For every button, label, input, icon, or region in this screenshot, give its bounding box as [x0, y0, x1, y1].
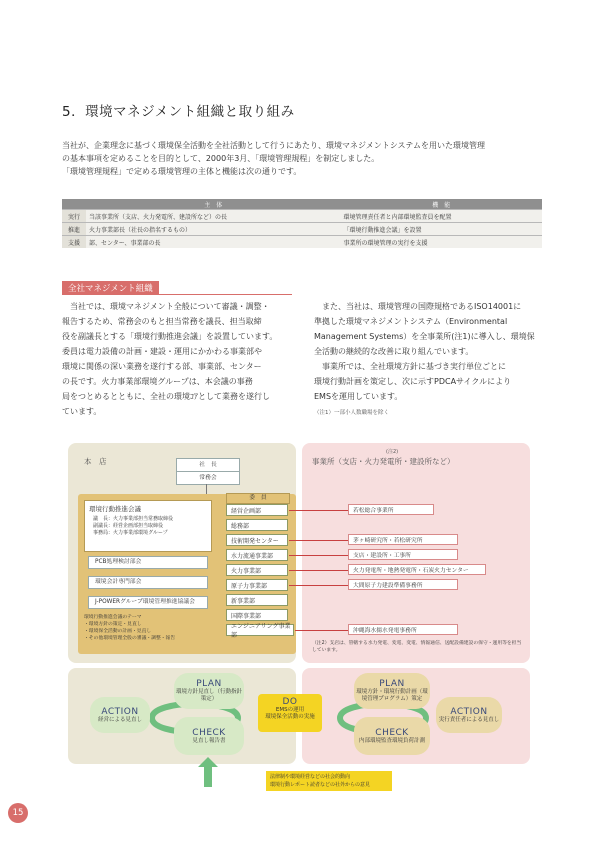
intro-line-3: 「環境管理規程」で定める環境管理の主体と機能は次の通りです。 — [62, 167, 302, 176]
input-arrow-icon — [198, 757, 218, 787]
section-title: 全社マネジメント組織 — [62, 281, 159, 295]
site-okinawa: 沖縄海水揚水発電事務所 — [348, 624, 458, 635]
dept-new-business: 新事業部 — [226, 594, 288, 606]
dept-general: 総務部 — [226, 519, 288, 531]
link-line — [289, 555, 348, 556]
link-line — [289, 510, 348, 511]
site-labs: 茅ヶ崎研究所・若松研究所 — [348, 534, 458, 545]
page-heading: 5．環境マネジメント組織と取り組み — [62, 104, 295, 120]
site-wakamatsu: 若松総合事業所 — [348, 504, 434, 515]
responsibility-table — [62, 199, 542, 248]
dept-international: 国際事業部 — [226, 609, 288, 621]
dept-thermal: 火力事業部 — [226, 564, 288, 576]
link-line — [289, 585, 348, 586]
left-plan: PLAN 環境方針見直し（行動指針策定） — [174, 673, 244, 709]
council-box: 環境行動推進会議 議 長：火力事業部担当常務取締役 副議長：経営企画部担当取締役 事務局：火力事業部環境グループ — [84, 500, 212, 552]
footnote-1: （注1）一部小人数職場を除く — [314, 410, 390, 416]
table-header-function: 機 能 — [341, 199, 543, 210]
intro-line-1: 当社が、企業理念に基づく環境保全活動を全社活動として行うにあたり、環境マネジメントシステムを用いた環境管理 — [62, 141, 485, 150]
left-action: ACTION 経営による見直し — [90, 697, 150, 733]
sites-label: 事業所（支店・火力発電所・建設所など） — [312, 457, 455, 466]
intro-line-2: の基本事項を定めることを目的として、2000年3月、「環境管理規程」を制定しました。 — [62, 154, 380, 163]
site-branches: 支店・建設所・工事所 — [348, 549, 458, 560]
dept-hydro: 水力流通事業部 — [226, 549, 288, 561]
dept-planning: 経営企画部 — [226, 504, 288, 516]
link-line — [289, 540, 348, 541]
do-box: DO EMSの運用 環境保全活動の実施 — [258, 694, 322, 732]
council-title: 環境行動推進会議 — [89, 505, 141, 513]
sub-committee-group: J-POWERグループ環境管理推進協議会 — [88, 596, 208, 609]
members-label: 委 員 — [226, 493, 290, 504]
table-row: 推進 火力事業部長（社長の指名するもの） 「環境行動推進会議」を設置 — [62, 223, 542, 236]
hq-label: 本 店 — [84, 457, 107, 466]
link-line — [295, 630, 348, 631]
council-topics: 環境行動推進会議のテーマ ・環境方針の策定・見直し ・環境保全活動の計画・見直し ・その他環境管理全般の審議・調整・報告 — [84, 615, 176, 641]
right-column: また、当社は、環境管理の国際規格であるISO14001に 準拠した環境マネジメントシステム（Environmental Management Systems）を全事業所(注1)に導入し、環境保 全活動の継続的な改善に取り組んでいます。 事業所では、全社環境方針に基づき実行単位ごとに 環境行動計画を策定し、次に示すPDCAサイクルにより EMSを運用しています。 — [314, 302, 535, 401]
table-header-subject: 主 体 — [86, 199, 341, 210]
dept-nuclear: 原子力事業部 — [226, 579, 288, 591]
sub-committee-accounting: 環境会計専門部会 — [88, 576, 208, 589]
dept-engineering: エンジニアリング事業部 — [226, 624, 294, 636]
section-divider — [62, 294, 292, 295]
exec-committee-box: 常務会 — [176, 471, 240, 485]
sub-committee-pcb: PCB処理検討部会 — [88, 556, 208, 569]
left-column: 当社では、環境マネジメント全般について審議・調整・ 報告するため、常務会のもと担当常務を議長、担当取締 役を副議長とする「環境行動推進会議」を設置しています。 委員は電力設備の計画・建設・運用にかかわる事業部や 環境に関係の深い業務を遂行する部、事業部、センター の長です。火力事業部環境グループは、本会議の事務 局をつとめるとともに、全社の環境ｺｱとして業務を遂行し ています。 — [62, 302, 278, 416]
right-check: CHECK 内部環境監査環境負荷計測 — [354, 717, 430, 755]
right-plan: PLAN 環境方針・環境行動計画（環境管理プログラム）策定 — [354, 673, 430, 709]
table-row: 実行 当該事業所（支店、火力発電所、建設所など）の長 環境管理責任者と内部環境監査員を配置 — [62, 210, 542, 223]
sites-note-mark: (注2) — [386, 449, 399, 455]
left-check: CHECK 見直し報告書 — [174, 717, 244, 755]
president-box: 社 長 — [176, 458, 240, 472]
right-action: ACTION 実行責任者による見直し — [436, 697, 502, 733]
page-number: 15 — [8, 803, 28, 823]
link-line — [289, 570, 348, 571]
external-inputs-box: 法律制や環境経営などの社会的動向 環境行動レポート読者などの社外からの意見 — [266, 771, 392, 791]
site-oma: 大間原子力建設準備事務所 — [348, 579, 458, 590]
site-power-plants: 火力発電所・地熱発電所・石炭火力センター — [348, 564, 486, 575]
footnote-2: （注2）支店は、管轄する水力発電、変電、変電、情報通信、送配設備建設の保守・運用等を担当しています。 — [312, 641, 522, 653]
connector — [206, 484, 207, 494]
table-row: 支援 部、センター、事業部の長 事業所の環境管理の実行を支援 — [62, 236, 542, 249]
dept-tech: 技術開発センター — [226, 534, 288, 546]
